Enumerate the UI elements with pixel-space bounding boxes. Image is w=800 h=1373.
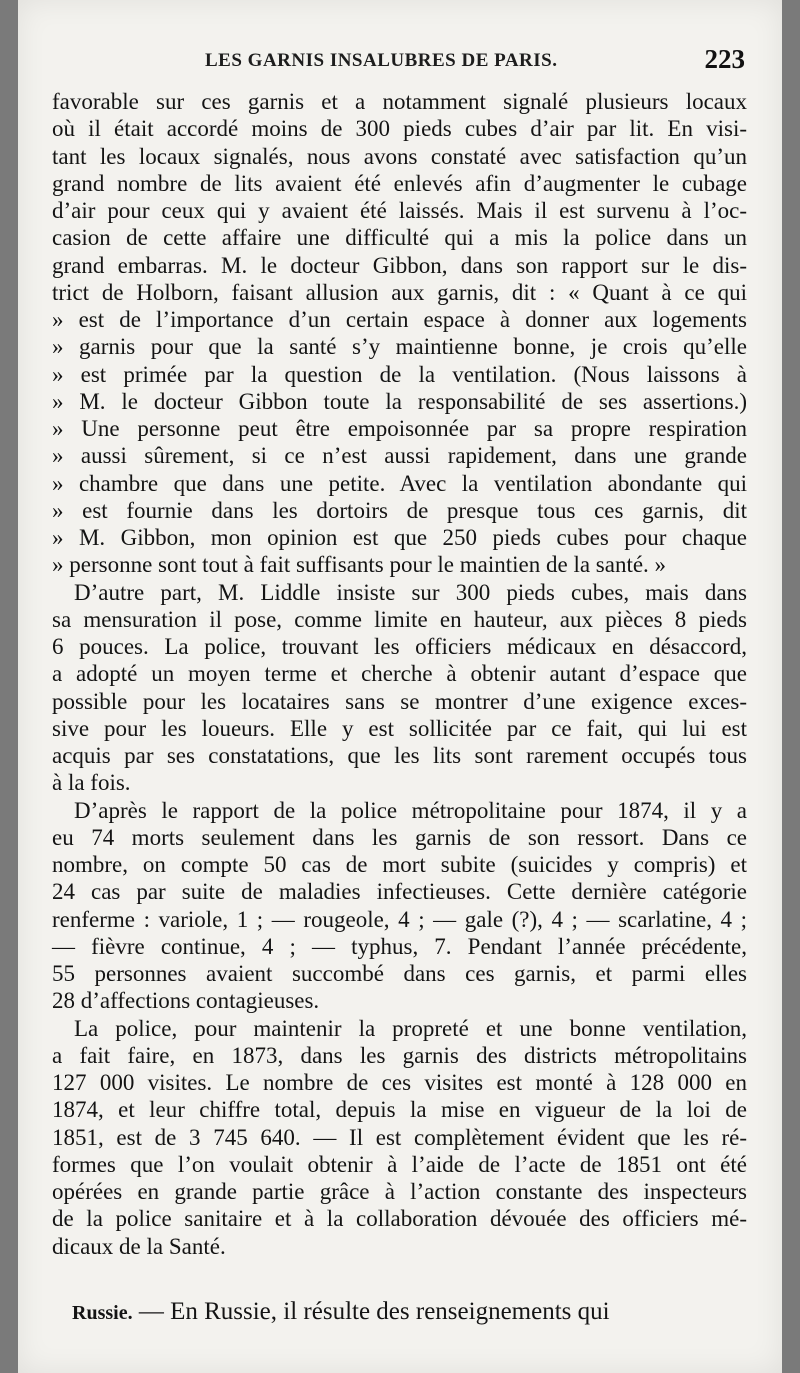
- text-line: 1851, est de 3 745 640. — Il est complètement évident que les ré-: [52, 1124, 747, 1150]
- page-header: [55, 44, 745, 78]
- text-line: acquis par ses constatations, que les lits sont rarement occupés tous: [52, 743, 747, 768]
- text-line: à la fois.: [52, 770, 131, 796]
- paragraph: [52, 1015, 747, 1260]
- text-line: La police, pour maintenir la propreté et une bonne ventilation,: [74, 1015, 747, 1041]
- text-body: [52, 88, 747, 1260]
- text-line: » aussi sûrement, si ce n’est aussi rapidement, dans une grande: [52, 443, 747, 469]
- paragraph: [52, 88, 747, 579]
- text-line: 55 personnes avaient succombé dans ces garnis, et parmi elles: [52, 961, 747, 986]
- text-line: sive pour les loueurs. Elle y est sollicitée par ce fait, qui lui est: [52, 715, 747, 741]
- text-line: » personne sont tout à fait suffisants pour le maintien de la santé. »: [52, 552, 667, 578]
- text-line: a adopté un moyen terme et cherche à obtenir autant d’espace que: [52, 661, 747, 687]
- text-line: tant les locaux signalés, nous avons constaté avec satisfaction qu’un: [52, 143, 747, 169]
- paragraph: [52, 797, 747, 1015]
- text-line: eu 74 morts seulement dans les garnis de son ressort. Dans ce: [52, 824, 747, 850]
- text-line: 1874, et leur chiffre total, depuis la mise en vigueur de la loi de: [52, 1097, 747, 1123]
- text-line: » est fournie dans les dortoirs de presque tous ces garnis, dit: [52, 497, 747, 523]
- text-line: » M. le docteur Gibbon toute la responsabilité de ses assertions.): [52, 388, 747, 414]
- text-line: de la police sanitaire et à la collaboration dévouée des officiers mé-: [52, 1206, 747, 1232]
- text-line: nombre, on compte 50 cas de mort subite (suicides y compris) et: [52, 852, 747, 877]
- text-line: » est de l’importance d’un certain espace à donner aux logements: [52, 307, 747, 332]
- text-line: a fait faire, en 1873, dans les garnis des districts métropolitains: [52, 1042, 747, 1068]
- text-line: où il était accordé moins de 300 pieds cubes d’air par lit. En visi-: [52, 116, 747, 142]
- section-start: [72, 1298, 747, 1326]
- text-line: 28 d’affections contagieuses.: [52, 988, 320, 1014]
- text-line: » garnis pour que la santé s’y maintienne bonne, je crois qu’elle: [52, 334, 747, 360]
- text-line: casion de cette affaire une difficulté qui a mis la police dans un: [52, 225, 747, 251]
- text-line: opérées en grande partie grâce à l’action constante des inspecteurs: [52, 1179, 747, 1204]
- text-line: » est primée par la question de la ventilation. (Nous laissons à: [52, 361, 747, 387]
- text-line: formes que l’on voulait obtenir à l’aide de l’acte de 1851 ont été: [52, 1151, 747, 1177]
- text-line: dicaux de la Santé.: [52, 1233, 226, 1259]
- text-line: D’après le rapport de la police métropolitaine pour 1874, il y a: [74, 797, 747, 823]
- text-line: grand nombre de lits avaient été enlevés afin d’augmenter le cubage: [52, 170, 747, 196]
- text-line: » chambre que dans une petite. Avec la ventilation abondante qui: [52, 470, 747, 496]
- text-line: sa mensuration il pose, comme limite en hauteur, aux pièces 8 pieds: [52, 606, 747, 632]
- text-line: D’autre part, M. Liddle insiste sur 300 pieds cubes, mais dans: [74, 579, 747, 605]
- paragraph: [52, 579, 747, 797]
- text-line: possible pour les locataires sans se montrer d’une exigence exces-: [52, 688, 747, 714]
- text-line: 127 000 visites. Le nombre de ces visites est monté à 128 000 en: [52, 1070, 747, 1095]
- text-line: favorable sur ces garnis et a notamment signalé plusieurs locaux: [52, 89, 747, 114]
- text-line: grand embarras. M. le docteur Gibbon, dans son rapport sur le dis-: [52, 252, 747, 278]
- text-line: 24 cas par suite de maladies infectieuses. Cette dernière catégorie: [52, 879, 747, 905]
- section-text: — En Russie, il résulte des renseignements qui: [132, 1298, 610, 1325]
- page-number: 223: [704, 44, 745, 74]
- text-line: 6 pouces. La police, trouvant les officiers médicaux en désaccord,: [52, 634, 747, 659]
- text-line: d’air pour ceux qui y avaient été laissés. Mais il est survenu à l’oc-: [52, 198, 747, 223]
- text-line: — fièvre continue, 4 ; — typhus, 7. Pendant l’année précédente,: [52, 933, 747, 959]
- text-line: renferme : variole, 1 ; — rougeole, 4 ; — gale (?), 4 ; — scarlatine, 4 ;: [52, 906, 747, 932]
- text-line: » Une personne peut être empoisonnée par sa propre respiration: [52, 416, 747, 441]
- text-line: » M. Gibbon, mon opinion est que 250 pieds cubes pour chaque: [52, 525, 747, 550]
- text-line: trict de Holborn, faisant allusion aux garnis, dit : « Quant à ce qui: [52, 279, 747, 305]
- running-head: LES GARNIS INSALUBRES DE PARIS.: [205, 50, 558, 71]
- section-heading: Russie.: [72, 1302, 133, 1324]
